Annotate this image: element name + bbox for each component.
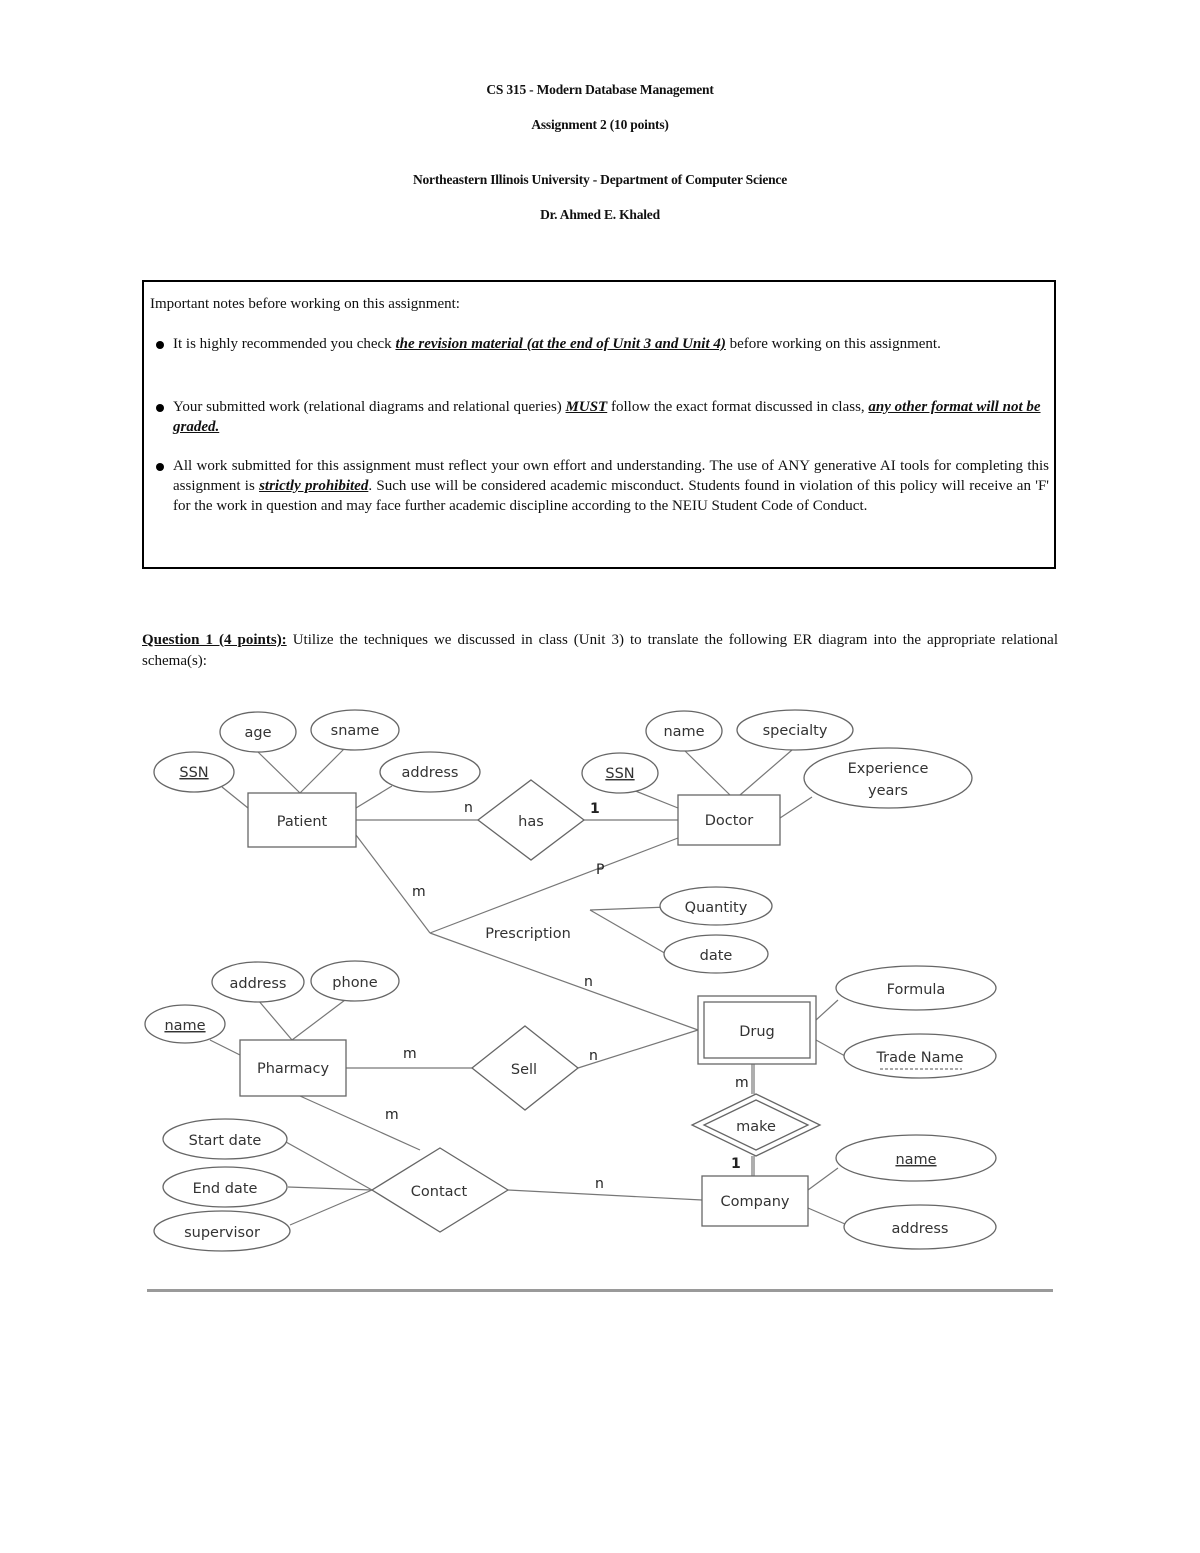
relationship-has [478,780,584,860]
card-make-company: 1 [731,1156,741,1172]
svg-text:name: name [164,1018,206,1034]
svg-text:specialty: specialty [762,723,828,739]
note-3-emphasis: strictly prohibited [259,478,369,494]
course-title: CS 315 - Modern Database Management [486,82,714,97]
attribute-patient-ssn [154,752,234,792]
note-2-text: Your submitted work (relational diagrams and relational queries) [173,399,566,415]
svg-text:phone: phone [332,975,378,991]
card-presc-drug: n [584,974,593,990]
attribute-doctor-experience [804,748,972,808]
card-sell-pharmacy: m [403,1046,417,1062]
card-contact-pharmacy: m [385,1107,399,1123]
attribute-patient-sname [311,710,399,750]
card-presc-patient: m [412,884,426,900]
note-3-text-end: . Such use will be considered academic misconduct. Students found in violation of this policy will receive an 'F' for the work in question and may face further academic discipline according to the NEIU Student Code of Conduct. [173,478,1049,514]
svg-text:End date: End date [192,1181,258,1197]
relationship-sell-label: Sell [510,1062,538,1078]
relationship-contact [372,1148,508,1232]
svg-text:Formula: Formula [886,982,946,998]
note-3-text: All work submitted for this assignment must reflect your own effort and understanding. The use of ANY generative AI tools for completing this assignment is [173,458,1049,494]
attribute-doctor-specialty [737,710,853,750]
question-1-label: Question 1 (4 points): [142,632,287,648]
entity-pharmacy-label: Pharmacy [256,1061,330,1077]
attribute-prescription-date [664,935,768,973]
attribute-patient-age [220,712,296,752]
entity-company [702,1176,808,1226]
svg-text:address: address [891,1221,949,1237]
attribute-company-address [844,1205,996,1249]
svg-text:SSN: SSN [605,766,635,782]
svg-text:name: name [895,1152,937,1168]
note-1-emphasis: the revision material (at the end of Unit 3 and Unit 4) [395,336,726,352]
svg-text:Experience: Experience [847,761,929,777]
relationship-make-label: make [736,1119,776,1135]
relationship-prescription [485,926,571,942]
entity-patient-label: Patient [276,814,328,830]
horizontal-divider [147,1289,1053,1292]
attribute-pharmacy-phone [311,961,399,1001]
notes-intro: Important notes before working on this assignment: [150,296,460,312]
note-2-emphasis-format: any other format will not be graded. [173,399,1041,435]
card-has-patient: n [464,800,473,816]
card-has-doctor: 1 [590,801,600,817]
attribute-contact-start [163,1119,287,1159]
svg-text:Quantity: Quantity [684,900,748,916]
attribute-drug-tradename [844,1034,996,1078]
svg-text:address: address [401,765,459,781]
note-1-text-end: before working on this assignment. [725,336,941,352]
card-contact-company: n [595,1176,604,1192]
entity-pharmacy [240,1040,346,1096]
svg-text:SSN: SSN [179,765,209,781]
attribute-contact-supervisor [154,1211,290,1251]
relationship-make [692,1094,820,1156]
entity-doctor [678,795,780,845]
entity-company-label: Company [720,1194,790,1210]
svg-text:sname: sname [330,723,380,739]
attribute-prescription-quantity [660,887,772,925]
svg-text:name: name [663,724,705,740]
attribute-doctor-ssn [582,753,658,793]
question-1-text: Utilize the techniques we discussed in class (Unit 3) to translate the following ER diagram into the appropriate relational schema(s): [142,632,1058,669]
relationship-sell [472,1026,578,1110]
instructor-line: Dr. Ahmed E. Khaled [540,207,660,222]
svg-text:age: age [244,725,272,741]
svg-text:Start date: Start date [188,1133,262,1149]
svg-text:supervisor: supervisor [184,1225,260,1241]
attribute-contact-end [163,1167,287,1207]
relationship-prescription-label: Prescription [485,926,571,942]
relationship-contact-label: Contact [410,1184,468,1200]
assignment-title: Assignment 2 (10 points) [531,117,669,132]
attribute-pharmacy-address [212,962,304,1002]
attribute-company-name [836,1135,996,1181]
note-1-text: It is highly recommended you check [173,336,396,352]
department-line: Northeastern Illinois University - Department of Computer Science [412,172,788,187]
entity-drug [698,996,816,1064]
svg-text:address: address [229,976,287,992]
attribute-patient-address [380,752,480,792]
svg-text:years: years [868,783,908,799]
note-2-emphasis-must: MUST [565,399,608,415]
entity-doctor-label: Doctor [704,813,754,829]
entity-drug-label: Drug [739,1024,775,1040]
attribute-doctor-name [646,711,722,751]
card-sell-drug: n [589,1048,598,1064]
relationship-has-label: has [518,814,544,830]
card-make-drug: m [735,1075,749,1091]
attribute-pharmacy-name [145,1005,225,1043]
entity-patient [248,793,356,847]
note-2-text-mid: follow the exact format discussed in class, [607,399,869,415]
svg-text:date: date [699,948,733,964]
card-presc-doctor: P [596,862,605,878]
svg-text:Trade Name: Trade Name [876,1050,964,1066]
attribute-drug-formula [836,966,996,1010]
